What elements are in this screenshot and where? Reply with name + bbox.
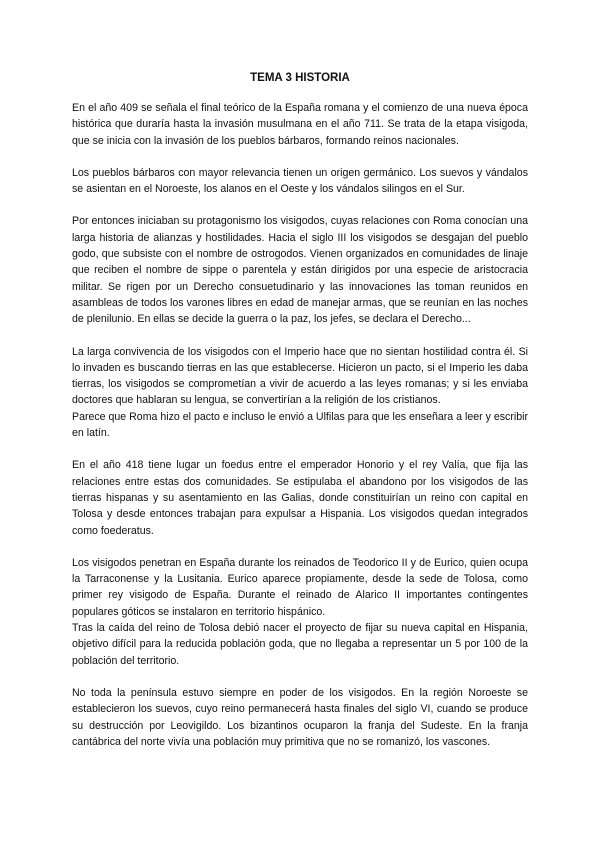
paragraph-peninsula-control: No toda la península estuvo siempre en poder de los visigodos. En la región Noroeste se establecieron los suevos, cuyo reino permanecerá hasta finales del siglo VI, cuando se produce su destrucción por Leovigildo. Los bizantinos ocuparon la franja del Sudeste. En la franja cantábrica del norte vivía una población muy primitiva que no se romanizó, los vascones.	[72, 686, 528, 748]
paragraph-penetration-spain: Los visigodos penetran en España durante los reinados de Teodorico II y de Eurico, quien ocupa la Tarraconense y la Lusitania. Eurico aparece propiamente, desde la sede de Tolosa, como primer rey visigodo de España. Durante el reinado de Alarico II importantes contingentes populares góticos se instalaron en territorio hispánico.	[72, 556, 528, 618]
document-page	[72, 70, 528, 766]
document-title: TEMA 3 HISTORIA	[250, 72, 350, 84]
paragraph-introduction: En el año 409 se señala el final teórico de la España romana y el comienzo de una nueva época histórica que duraría hasta la invasión musulmana en el año 711. Se trata de la etapa visigoda, que se inicia con la invasión de los pueblos bárbaros, formando reinos nacionales.	[72, 102, 528, 147]
paragraph-foedus-418: En el año 418 tiene lugar un foedus entre el emperador Honorio y el rey Valía, que fija las relaciones entre estas dos comunidades. Se estipulaba el abandono por los visigodos de las tierras hispanas y su asentamiento en las Galias, donde constituirían un reino con capital en Tolosa y desde entonces trabajan para expulsar a Hispania. Los visigodos quedan integrados como foederatus.	[72, 459, 528, 537]
paragraph-fall-of-tolosa: Tras la caída del reino de Tolosa debió nacer el proyecto de fijar su nueva capital en Hispania, objetivo difícil para la reducida población goda, que no llegaba a representar un 5 por 100 de la población del territorio.	[72, 622, 528, 667]
paragraph-ulfilas: Parece que Roma hizo el pacto e incluso le envió a Ulfilas para que les enseñara a leer y escribir en latín.	[72, 410, 528, 440]
paragraph-barbarian-peoples: Los pueblos bárbaros con mayor relevancia tienen un origen germánico. Los suevos y vándalos se asientan en el Noroeste, los alanos en el Oeste y los vándalos silingos en el Sur.	[72, 166, 528, 196]
paragraph-pact-with-empire: La larga convivencia de los visigodos con el Imperio hace que no sientan hostilidad contra él. Si lo invaden es buscando tierras en las que establecerse. Hicieron un pacto, si el Imperio les daba tierras, los visigodos se comprometían a vivir de acuerdo a las leyes romanas; y si les enviaba doctores que hablaran su lengua, se convertirían a la religión de los cristianos.	[72, 345, 528, 407]
paragraph-visigoths-origin: Por entonces iniciaban su protagonismo los visigodos, cuyas relaciones con Roma conocían una larga historia de alianzas y hostilidades. Hacia el siglo III los visigodos se desgajan del pueblo godo, que subsiste con el nombre de ostrogodos. Vienen organizados en comunidades de linaje que reciben el nombre de sippe o parentela y están dirigidos por una especie de aristocracia militar. Se rigen por un Derecho consuetudinario y las innovaciones las toman reunidos en asambleas de todos los varones libres en edad de manejar armas, que se reunían en las noches de plenilunio. En ellas se decide la guerra o la paz, los jefes, se declara el Derecho...	[72, 215, 528, 326]
